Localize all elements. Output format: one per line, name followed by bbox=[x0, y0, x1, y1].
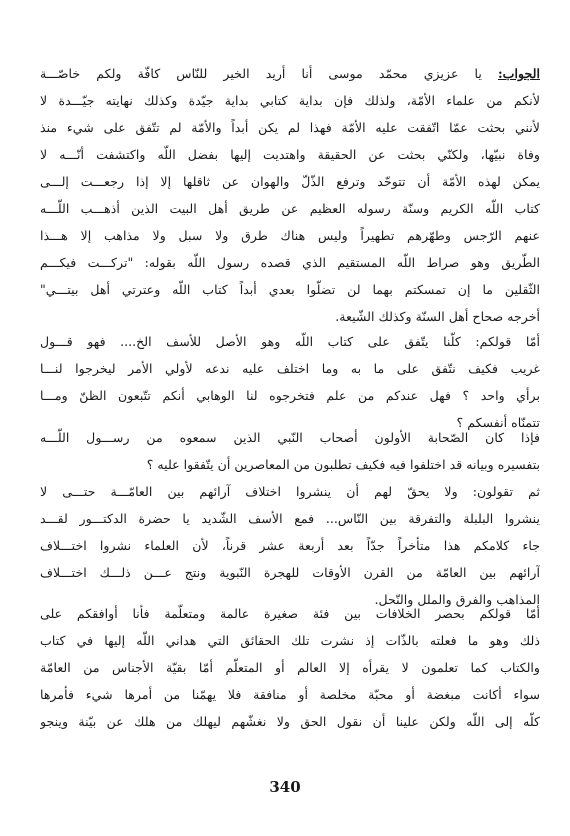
text-line: ذلك وهو ما فعلته بالذّات إذ نشرت تلك الحقائق التي هداني اللّه إليها في كتاب bbox=[40, 633, 540, 648]
text-line: الثّقلين ما إن تمسكتم بهما لن تضلّوا بعدي أبداً كتاب اللّه وعترتي أهل بيتـــي" bbox=[40, 282, 540, 297]
paragraph-quran-agreement bbox=[40, 328, 540, 436]
text-line: تتمنّاه أنفسكم ؟ bbox=[456, 415, 540, 430]
text-line: فإذا كان الصّحابة الأولون أصحاب النّبي الذين سمعوه من رســـول اللّـــه bbox=[40, 430, 540, 445]
text-line: أمّا قولكم: كلّنا يتّفق على كتاب اللّه وهو الأصل للأسف الخ.... فهو قـــول bbox=[40, 334, 540, 349]
text-line: غريب فكيف نتّفق على ما به وما اختلف عليه ندعه لأولي الأمر ليخرجوا لنـــا bbox=[40, 361, 540, 376]
paragraph-scholars bbox=[40, 600, 540, 735]
answer-label: الجواب: bbox=[498, 66, 540, 81]
text-line: أمّا قولكم بحصر الخلافات بين فئة صغيرة عالمة ومتعلّمة فأنا أوافقكم على bbox=[40, 606, 540, 621]
text-line: الطّريق وهو صراط اللّه المستقيم الذي قصده رسول اللّه بقوله: "تركـــت فيكـــم bbox=[40, 255, 540, 270]
text-line: سواء أكانت مبغضة أو محبّة مخلصة أو منافقة فلا يهمّنا من أمرها شيء فأمرها bbox=[40, 687, 540, 702]
text-line: عنهم الرّجس وطهّرهم تطهيراً وليس هناك طرق ولا سبل ولا مذاهب إلا هـــذا bbox=[40, 228, 540, 243]
text-line: يمكن لهذه الأمّة أن تتوحّد وترفع الذّلّ والهوان عن ثاقلها إلا إذا رجعـــت إلـــى bbox=[40, 174, 540, 189]
text-line: وفاة نبيّها، ولكنّي بحثت عن الحقيقة واهتديت إليها بفضل اللّه واكتشفت أنّـــه لا bbox=[40, 147, 540, 162]
paragraph-disagreement bbox=[40, 478, 540, 613]
text-line: أخرجه صحاح أهل السنّة وكذلك الشّيعة. bbox=[335, 309, 540, 324]
text-line: كلّه إلى اللّه ولكن علينا أن نقول الحق ولا نغشّهم ليهلك من هلك عن بيّنة وينجو bbox=[40, 714, 540, 729]
text-line: الجواب: يا عزيزي محمّد موسى أنا أريد الخير للنّاس كافّة ولكم خاصّـــة bbox=[40, 66, 540, 81]
text-line: آرائهم بين العامّة من القرن الأوقات للهجرة النّبوية ونتج عـــن ذلـــك اختـــلاف bbox=[40, 565, 540, 580]
text-line: بتفسيره وبيانه قد اختلفوا فيه فكيف تطلبون من المعاصرين أن يتّفقوا عليه ؟ bbox=[146, 457, 540, 472]
text-line: المذاهب والفرق والملل والنّحل. bbox=[374, 592, 540, 607]
text-line: جاء كلامكم هذا متأخراً جدّاً بعد أربعة عشر قرناً، لأن العلماء نشروا اختـــلاف bbox=[40, 538, 540, 553]
text-line: ينشروا البلبلة والتفرقة بين النّاس... فمع الأسف الشّديد يا حضرة الدكتـــور لقـــد bbox=[40, 511, 540, 526]
text-line: كتاب اللّه الكريم وسنّة رسوله العظيم عن طريق أهل البيت الذين أذهـــب اللّـــه bbox=[40, 201, 540, 216]
page-number: 340 bbox=[269, 778, 301, 796]
text-line: والكتاب كما تعلمون لا يقرأه إلا العالم أو المتعلّم أمّا بقيّة الأجناس من العامّة bbox=[40, 660, 540, 675]
paragraph-answer bbox=[40, 60, 540, 330]
text-line: برأي واحد ؟ فهل عندكم من علم فتخرجوه لنا الوهابي أنكم تتّبعون الظنّ ومـــا bbox=[40, 388, 540, 403]
paragraph-companions bbox=[40, 424, 540, 478]
text-line: لأنكم من علماء الأمّة، ولذلك فإن بداية كتابي بداية جيّدة وكذلك نهايته جيّـــدة لا bbox=[40, 93, 540, 108]
text-line: لأنني بحثت عمّا اتّفقت عليه الأمّة فهذا لم يكن أبداً والأمّة لم تتّفق على شيء منذ bbox=[40, 120, 540, 135]
text-line: ثم تقولون: ولا يحقّ لهم أن ينشروا اختلاف آرائهم بين العامّـــة حتـــى لا bbox=[40, 484, 540, 499]
